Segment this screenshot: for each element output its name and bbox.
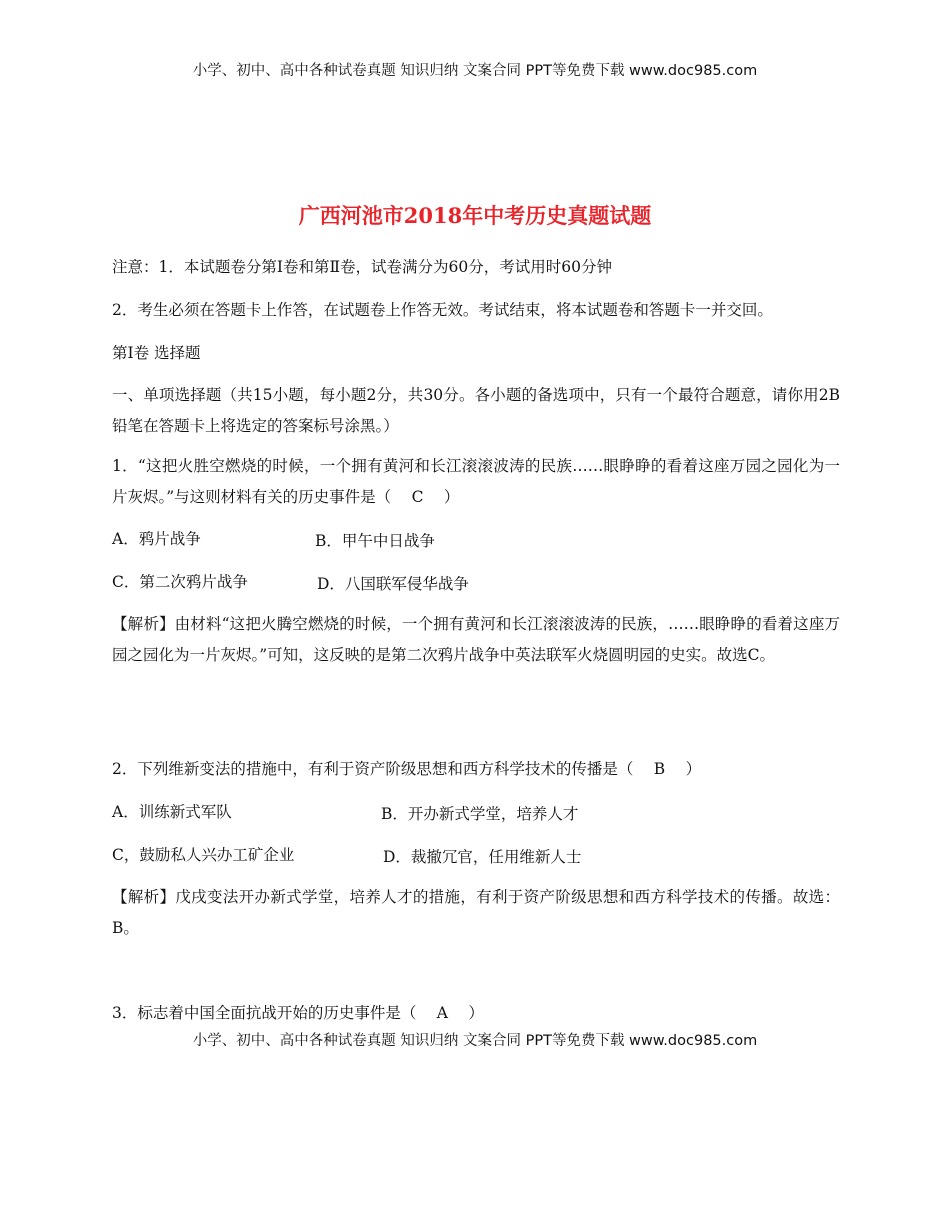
page-header: 小学、初中、高中各种试卷真题 知识归纳 文案合同 PPT等免费下载 www.doc985.com bbox=[192, 63, 758, 79]
question-2-option-a: A．训练新式军队 bbox=[112, 803, 232, 821]
question-1-option-c: C．第二次鸦片战争 bbox=[112, 573, 248, 591]
section-heading: 第Ⅰ卷 选择题 bbox=[112, 344, 201, 362]
question-1-option-a: A．鸦片战争 bbox=[112, 530, 201, 548]
page-footer: 小学、初中、高中各种试卷真题 知识归纳 文案合同 PPT等免费下载 www.doc985.com bbox=[192, 1033, 758, 1049]
question-2-option-b: B．开办新式学堂，培养人才 bbox=[381, 805, 579, 823]
page-title: 广西河池市2018年中考历史真题试题 bbox=[298, 203, 652, 228]
question-2-stem: 2．下列维新变法的措施中，有利于资产阶级思想和西方科学技术的传播是（ B ） bbox=[112, 760, 702, 778]
question-1-analysis: 【解析】由材料“这把火腾空燃烧的时候，一个拥有黄河和长江滚滚波涛的民族，……眼睁睁的看着这座万园之园化为一片灰烬。”可知，这反映的是第二次鸦片战争中英法联军火烧圆明园的史实。故选C。 bbox=[112, 615, 840, 664]
question-2-analysis: 【解析】戊戌变法开办新式学堂，培养人才的措施，有利于资产阶级思想和西方科学技术的传播。故选：B。 bbox=[112, 888, 840, 937]
question-1-stem: 1．“这把火胜空燃烧的时候，一个拥有黄河和长江滚滚波涛的民族……眼睁睁的看着这座万园之园化为一片灰烬。”与这则材料有关的历史事件是（ C ） bbox=[112, 457, 840, 506]
question-1-option-b: B．甲午中日战争 bbox=[315, 532, 435, 550]
question-2-option-d: D．裁撤冗官，任用维新人士 bbox=[383, 848, 582, 866]
question-2-option-c: C，鼓励私人兴办工矿企业 bbox=[112, 846, 295, 864]
question-1-option-d: D．八国联军侵华战争 bbox=[317, 575, 469, 593]
note-1: 注意：1．本试题卷分第Ⅰ卷和第Ⅱ卷，试卷满分为60分，考试用时60分钟 bbox=[112, 258, 612, 276]
instruction: 一、单项选择题（共15小题，每小题2分，共30分。各小题的备选项中，只有一个最符合题意，请你用2B铅笔在答题卡上将选定的答案标号涂黑。） bbox=[112, 386, 840, 435]
question-3-stem: 3．标志着中国全面抗战开始的历史事件是（ A ） bbox=[112, 1004, 484, 1022]
note-2: 2．考生必须在答题卡上作答，在试题卷上作答无效。考试结束，将本试题卷和答题卡一并交回。 bbox=[112, 301, 773, 319]
